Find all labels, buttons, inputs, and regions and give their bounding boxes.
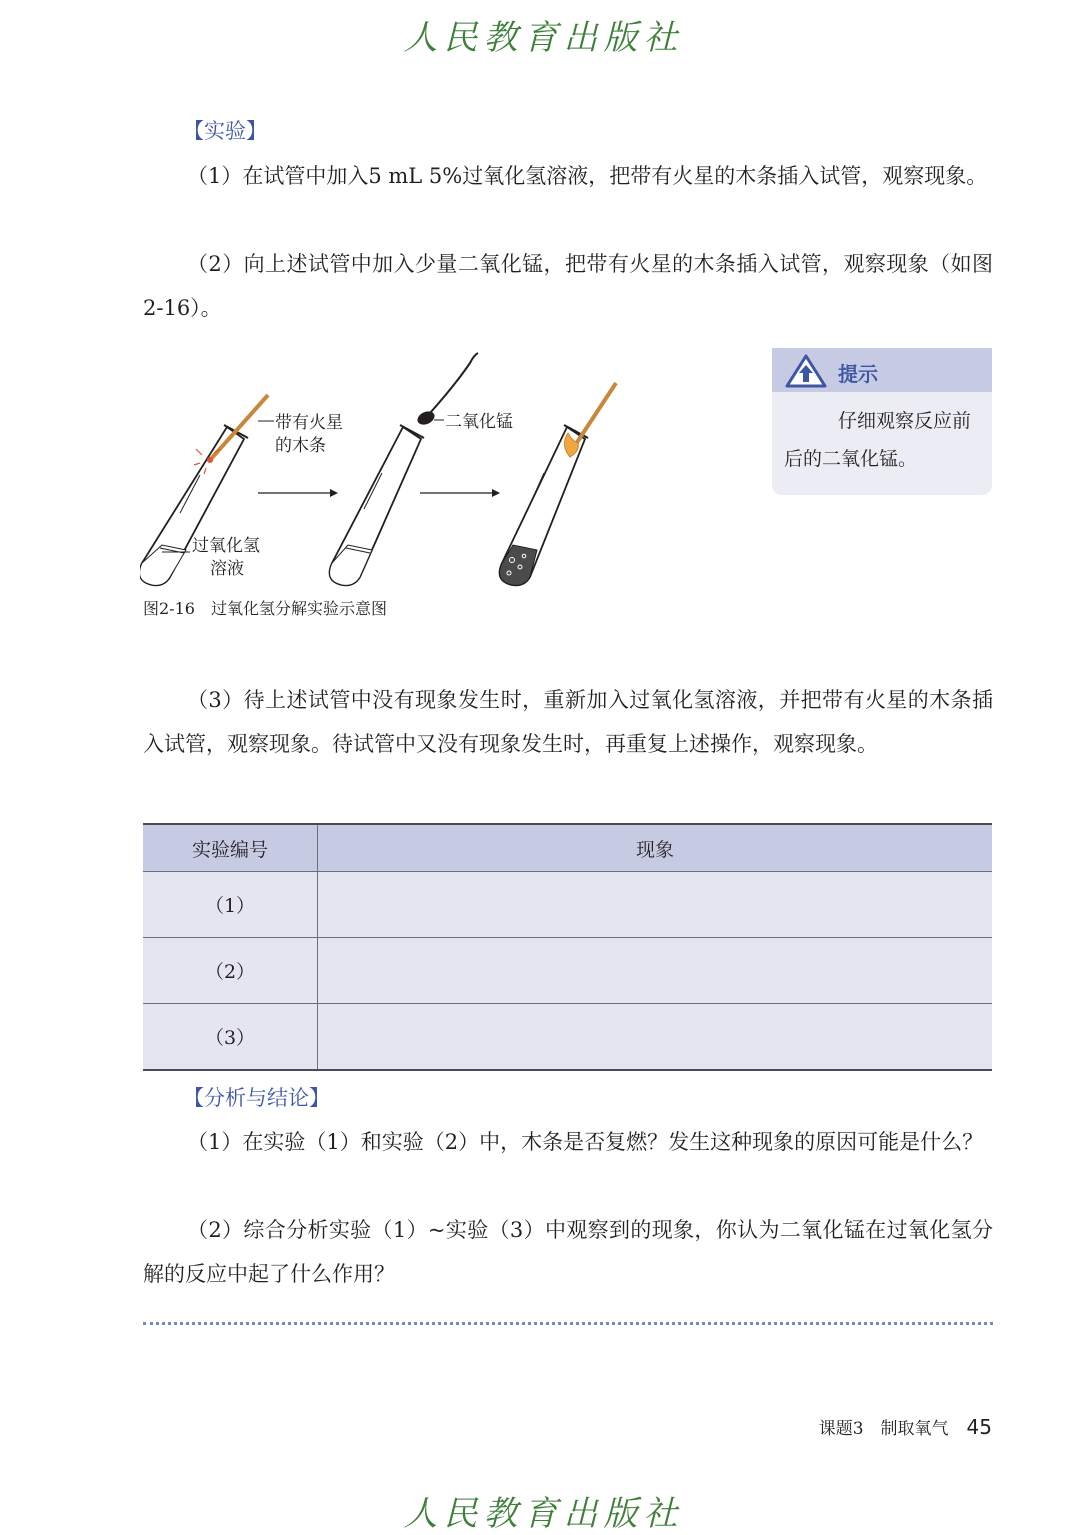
label-solution-line1: 过氧化氢 [192, 536, 260, 556]
experiment-illustration [140, 345, 740, 590]
publisher-watermark-bottom: 人民教育出版社 [403, 1494, 684, 1534]
label-splint-line2: 的木条 [275, 436, 326, 456]
page-footer [819, 1414, 992, 1439]
relit-splint [564, 383, 616, 457]
experiment-step-2: （2）向上述试管中加入少量二氧化锰，把带有火星的木条插入试管，观察现象（如图2-16）。 [143, 252, 993, 320]
warning-triangle-icon [784, 353, 828, 389]
table-cell-number: （2） [143, 938, 318, 1004]
experiment-heading: 【实验】 [183, 119, 267, 143]
table-cell-number: （3） [143, 1004, 318, 1071]
section-divider [143, 1322, 993, 1325]
arrow-1 [258, 489, 338, 497]
table-header-experiment-number: 实验编号 [143, 824, 318, 872]
label-mno2: 二氧化锰 [445, 412, 513, 432]
table-cell-phenomenon [318, 938, 993, 1004]
test-tube-2 [330, 425, 424, 585]
tip-title: 提示 [838, 362, 878, 386]
publisher-watermark-top: 人民教育出版社 [403, 18, 684, 58]
figure-caption: 图2-16 过氧化氢分解实验示意图 [143, 599, 387, 618]
tip-header [772, 348, 992, 392]
analysis-heading: 【分析与结论】 [183, 1086, 330, 1110]
footer-section-title: 课题3 制取氧气 [818, 1419, 949, 1439]
label-splint-line1: 带有火星 [275, 413, 343, 433]
experiment-step-1: （1）在试管中加入5 mL 5%过氧化氢溶液，把带有火星的木条插入试管，观察现象。 [187, 164, 988, 188]
table-row [143, 1004, 992, 1071]
tip-text: 仔细观察反应前后的二氧化锰。 [784, 410, 972, 470]
table-cell-phenomenon [318, 1004, 993, 1071]
table-cell-phenomenon [318, 872, 993, 938]
arrow-2 [420, 489, 500, 497]
figure-2-16 [140, 345, 740, 590]
table-row [143, 938, 992, 1004]
table-header-phenomenon: 现象 [318, 824, 993, 872]
table-cell-number: （1） [143, 872, 318, 938]
tip-box [772, 348, 992, 495]
page-number: 45 [966, 1415, 992, 1439]
observation-table [143, 823, 992, 1071]
label-solution-line2: 溶液 [210, 559, 244, 579]
analysis-question-2: （2）综合分析实验（1）~实验（3）中观察到的现象，你认为二氧化锰在过氧化氢分解的反应中起了什么作用？ [143, 1218, 993, 1286]
analysis-question-1: （1）在实验（1）和实验（2）中，木条是否复燃？发生这种现象的原因可能是什么？ [187, 1130, 984, 1154]
experiment-step-3: （3）待上述试管中没有现象发生时，重新加入过氧化氢溶液，并把带有火星的木条插入试管，观察现象。待试管中又没有现象发生时，再重复上述操作，观察现象。 [143, 688, 993, 756]
table-header-row [143, 824, 992, 872]
table-row [143, 872, 992, 938]
